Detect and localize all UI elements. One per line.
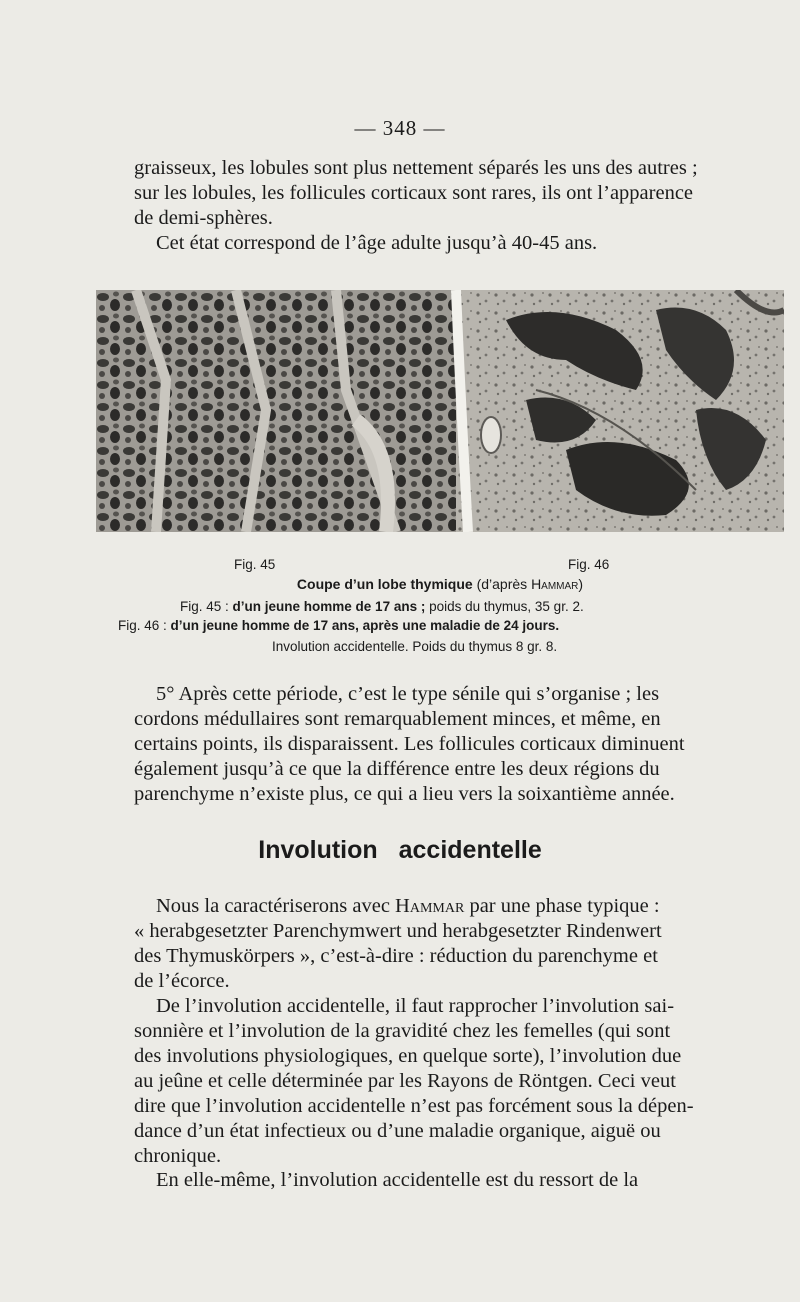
text-line: En elle-même, l’involution accidentelle est du ressort de la <box>156 1169 639 1191</box>
section-heading: Involution accidentelle <box>258 836 542 864</box>
figure-caption-line-3: Involution accidentelle. Poids du thymus 8 gr. 8. <box>272 639 558 654</box>
text-line: 5° Après cette période, c’est le type sénile qui s’organise ; les <box>156 683 660 705</box>
text-line: certains points, ils disparaissent. Les follicules corticaux diminuent <box>134 733 685 755</box>
paragraph-senile <box>134 682 774 807</box>
paragraph-rapprocher <box>134 994 774 1169</box>
text-line: parenchyme n’existe plus, ce qui a lieu vers la soixantième année. <box>134 783 675 805</box>
text-line: dance d’un état infectieux ou d’une maladie organique, aiguë ou <box>134 1120 661 1142</box>
text-line: sonnière et l’involution de la gravidité chez les femelles (qui sont <box>134 1020 671 1042</box>
text-line: « herabgesetzter Parenchymwert und herabgesetzter Rindenwert <box>134 920 662 942</box>
paragraph-last <box>134 1168 774 1193</box>
page-number: — 348 — <box>354 116 446 140</box>
text-line: des Thymuskörpers », c’est-à-dire : réduction du parenchyme et <box>134 945 658 967</box>
figure-title <box>96 576 784 593</box>
text-line: Nous la caractériserons avec Hammar par une phase typique : <box>156 895 660 917</box>
text-line: Cet état correspond de l’âge adulte jusqu’à 40-45 ans. <box>156 232 598 254</box>
text-line: cordons médullaires sont remarquablement minces, et même, en <box>134 708 661 730</box>
figure-title-source: (d’après Hammar) <box>476 576 584 592</box>
micrograph-image <box>96 290 784 532</box>
figure-caption-line-1: Fig. 45 : d’un jeune homme de 17 ans ; poids du thymus, 35 gr. 2. <box>180 599 584 614</box>
fig-46-label: Fig. 46 <box>568 557 610 572</box>
text-line: chronique. <box>134 1145 222 1167</box>
paragraph-hammar <box>134 894 774 994</box>
text-line: dire que l’involution accidentelle n’est pas forcément sous la dépen- <box>134 1095 694 1117</box>
text-line: également jusqu’à ce que la différence entre les deux régions du <box>134 758 660 780</box>
paragraph-top <box>134 156 774 256</box>
text-line: sur les lobules, les follicules corticaux sont rares, ils ont l’apparence <box>134 182 694 204</box>
text-line: des involutions physiologiques, en quelque sorte), l’involution due <box>134 1045 682 1067</box>
text-line: de l’écorce. <box>134 970 230 992</box>
fig-45-label: Fig. 45 <box>234 557 276 572</box>
text-line: graisseux, les lobules sont plus nettement séparés les uns des autres ; <box>134 157 698 179</box>
micrograph-figure <box>96 290 784 532</box>
figure-caption-line-2: Fig. 46 : d’un jeune homme de 17 ans, après une maladie de 24 jours. <box>118 618 560 633</box>
text-line: de demi-sphères. <box>134 207 273 229</box>
text-line: De l’involution accidentelle, il faut rapprocher l’involution sai- <box>156 995 675 1017</box>
text-line: au jeûne et celle déterminée par les Rayons de Röntgen. Ceci veut <box>134 1070 676 1092</box>
figure-title-main: Coupe d’un lobe thymique <box>296 576 473 592</box>
